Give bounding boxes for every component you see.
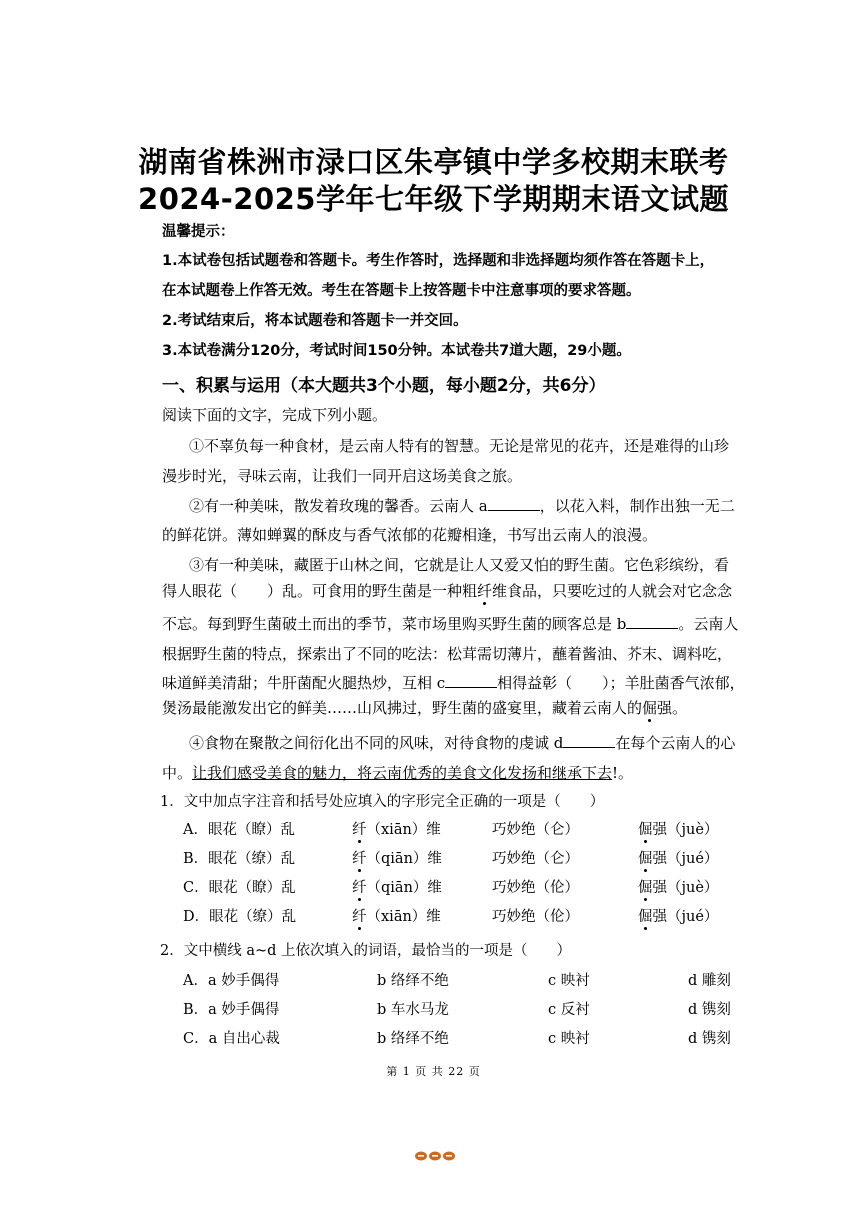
page-footer: 第 1 页 共 22 页 <box>386 1065 481 1078</box>
q1-option-c-col4 <box>638 876 718 897</box>
doc-title-line1: 湖南省株洲市渌口区朱亭镇中学多校期末联考 <box>138 145 729 179</box>
option-text: （xiān）维 <box>366 909 441 925</box>
passage-p3-line1: ③有一种美味，藏匿于山林之间，它就是让人又爱又怕的野生菌。它色彩缤纷，看 <box>189 556 730 574</box>
q1-option-b-col3: 巧妙绝（仑） <box>492 851 579 867</box>
passage-text: 维食品，只要吃过的人就会对它念念 <box>492 582 733 600</box>
dotted-char: 纤 <box>352 909 367 925</box>
q1-option-a-col1: A．眼花（瞭）乱 <box>183 822 295 838</box>
q1-option-c-col1: C．眼花（瞭）乱 <box>183 880 296 896</box>
dotted-char: 倔 <box>638 851 653 867</box>
doc-title-line2: 2024-2025学年七年级下学期期末语文试题 <box>138 182 729 216</box>
q2-option-a-col2: b 络绎不绝 <box>377 973 449 989</box>
underlined-sentence: 让我们感受美食的魅力，将云南优秀的美食文化发扬和继承下去 <box>192 764 613 782</box>
option-text: （xiān）维 <box>366 822 441 838</box>
passage-text: 中。 <box>162 764 193 782</box>
q2-option-b-col3: c 反衬 <box>548 1002 590 1018</box>
question2-stem: 2．文中横线 a~d 上依次填入的词语，最恰当的一项是（ ） <box>160 943 572 959</box>
section1-intro: 阅读下面的文字，完成下列小题。 <box>162 406 388 424</box>
q1-option-a-col2 <box>352 818 441 839</box>
watermark-logo <box>414 1150 456 1162</box>
passage-text: 强。 <box>657 699 688 717</box>
q2-option-b-col1: B．a 妙手偶得 <box>183 1002 280 1018</box>
q1-option-c-col3: 巧妙绝（伦） <box>492 880 579 896</box>
dotted-char: 纤 <box>352 880 367 896</box>
dotted-char: 纤 <box>352 822 367 838</box>
q2-option-a-col1: A．a 妙手偶得 <box>183 973 280 989</box>
passage-text: 煲汤最能激发出它的鲜美……山风拂过，野生菌的盛宴里，藏着云南人的 <box>162 699 643 717</box>
passage-p2-line1 <box>189 495 735 516</box>
option-text: 强（jué） <box>652 851 719 867</box>
passage-p1-line1: ①不辜负每一种食材，是云南人特有的智慧。无论是常见的花卉，还是难得的山珍 <box>189 437 730 455</box>
q2-option-a-col4: d 雕刻 <box>688 973 731 989</box>
q1-option-b-col4 <box>638 847 718 868</box>
passage-p2-line2: 的鲜花饼。薄如蝉翼的酥皮与香气浓郁的花瓣相逢，书写出云南人的浪漫。 <box>162 526 658 544</box>
passage-p3-line5 <box>162 672 745 693</box>
passage-text: ④食物在聚散之间衍化出不同的风味，对待食物的虔诚 d <box>189 734 564 752</box>
passage-text: 相得益彰（ ）；羊肚菌香气浓郁， <box>497 674 745 692</box>
tip-item-1a: 1.本试卷包括试题卷和答题卡。考生作答时，选择题和非选择题均须作答在答题卡上， <box>162 253 715 269</box>
option-text: 强（juè） <box>652 880 719 896</box>
passage-text: 在每个云南人的心 <box>615 734 736 752</box>
q2-option-c-col4: d 镌刻 <box>688 1031 731 1047</box>
passage-p4-line2 <box>162 762 633 783</box>
option-text: 强（jué） <box>652 909 719 925</box>
passage-p3-line4: 根据野生菌的特点，探索出了不同的吃法：松茸需切薄片，蘸着酱油、芥末、调料吃， <box>162 645 733 663</box>
q1-option-d-col3: 巧妙绝（伦） <box>492 909 579 925</box>
passage-p4-line1 <box>189 732 735 753</box>
q2-option-c-col1: C．a 自出心裁 <box>183 1031 280 1047</box>
passage-text: 得人眼花（ ）乱。可食用的野生菌是一种粗 <box>162 582 478 600</box>
passage-text: 。云南人 <box>678 615 739 633</box>
passage-text: ②有一种美味，散发着玫瑰的馨香。云南人 a <box>189 497 488 515</box>
passage-text: !。 <box>612 764 634 782</box>
question1-stem: 1．文中加点字注音和括号处应填入的字形完全正确的一项是（ ） <box>160 794 605 810</box>
dotted-char: 纤 <box>352 851 367 867</box>
passage-text: ，以花入料，制作出独一无二 <box>539 497 735 515</box>
section1-heading: 一、积累与运用（本大题共3个小题，每小题2分，共6分） <box>162 376 606 396</box>
dotted-char: 纤 <box>477 582 493 600</box>
blank-b <box>626 614 678 629</box>
blank-a <box>488 496 540 511</box>
blank-d <box>563 733 615 748</box>
q1-option-b-col1: B．眼花（缭）乱 <box>183 851 296 867</box>
q2-option-b-col4: d 镌刻 <box>688 1002 731 1018</box>
q1-option-c-col2 <box>352 876 442 897</box>
passage-p1-line2: 漫步时光，寻味云南，让我们一同开启这场美食之旅。 <box>162 467 523 485</box>
tips-heading: 温馨提示： <box>162 224 235 240</box>
q1-option-b-col2 <box>352 847 442 868</box>
option-text: （qiān）维 <box>366 880 442 896</box>
passage-text: 味道鲜美清甜；牛肝菌配火腿热炒，互相 c <box>162 674 446 692</box>
option-text: 强（juè） <box>652 822 719 838</box>
tip-item-3: 3.本试卷满分120分，考试时间150分钟。本试卷共7道大题，29小题。 <box>162 343 631 359</box>
option-text: （qiān）维 <box>366 851 442 867</box>
passage-p3-line3 <box>162 613 738 634</box>
dotted-char: 倔 <box>638 822 653 838</box>
q2-option-a-col3: c 映衬 <box>548 973 590 989</box>
q1-option-d-col1: D．眼花（缭）乱 <box>183 909 297 925</box>
q1-option-a-col4 <box>638 818 718 839</box>
passage-p3-line2 <box>162 580 732 601</box>
q1-option-d-col2 <box>352 905 441 926</box>
tip-item-1b: 在本试题卷上作答无效。考生在答题卡上按答题卡中注意事项的要求答题。 <box>162 283 641 299</box>
q2-option-b-col2: b 车水马龙 <box>377 1002 449 1018</box>
blank-c <box>445 673 497 688</box>
q2-option-c-col3: c 映衬 <box>548 1031 590 1047</box>
q1-option-d-col4 <box>638 905 718 926</box>
dotted-char: 倔 <box>642 699 658 717</box>
tip-item-2: 2.考试结束后，将本试题卷和答题卡一并交回。 <box>162 313 468 329</box>
passage-p3-line6 <box>162 697 687 718</box>
q2-option-c-col2: b 络绎不绝 <box>377 1031 449 1047</box>
dotted-char: 倔 <box>638 880 653 896</box>
passage-text: 不忘。每到野生菌破土而出的季节，菜市场里购买野生菌的顾客总是 b <box>162 615 627 633</box>
dotted-char: 倔 <box>638 909 653 925</box>
q1-option-a-col3: 巧妙绝（仑） <box>492 822 579 838</box>
